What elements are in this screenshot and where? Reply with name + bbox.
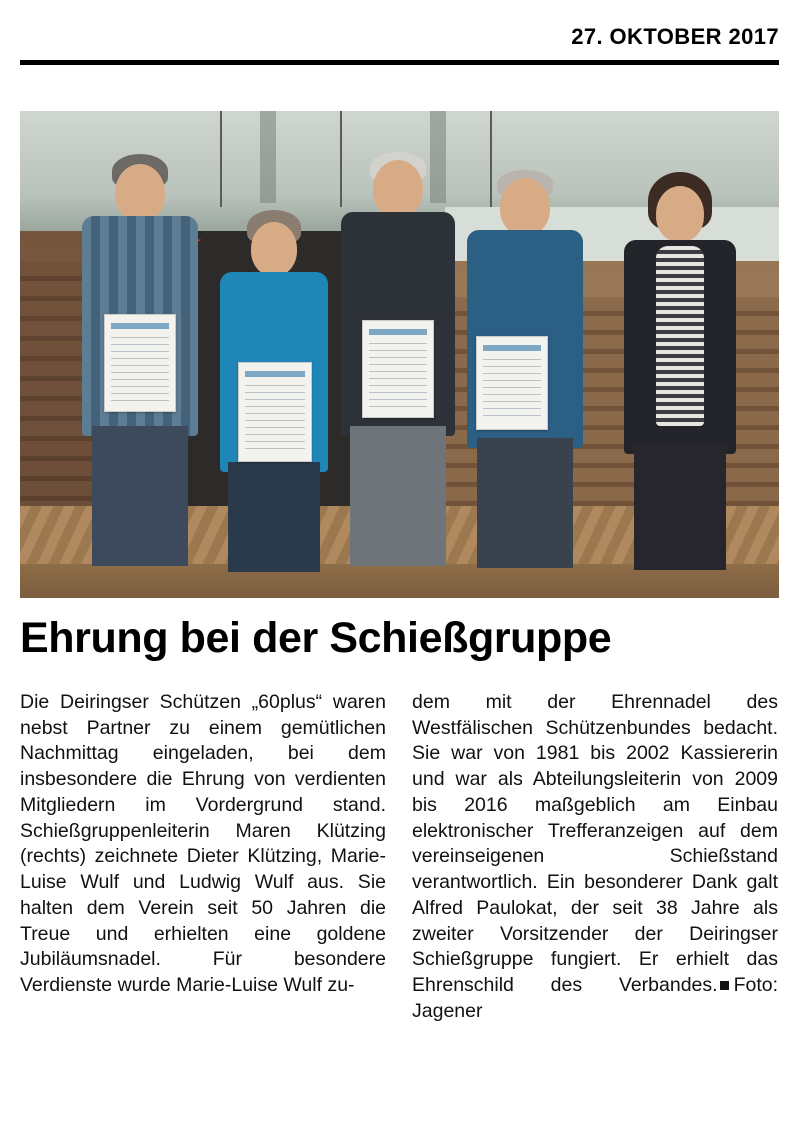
article-paragraph-right xyxy=(412,690,778,1025)
article-photo xyxy=(20,111,779,598)
credit-square-icon xyxy=(720,981,729,990)
article-paragraph-left: Die Deiringser Schützen „60plus“ waren nebst Partner zu einem gemütlichen Nachmittag eingeladen, bei dem insbesondere die Ehrung von verdienten Mitgliedern im Vordergrund stand. Schießgruppenleiterin Maren Klützing (rechts) zeichnete Dieter Klützing, Marie-Luise Wulf und Ludwig Wulf aus. Sie halten dem Verein seit 50 Jahren die Treue und erhielten eine goldene Jubiläumsnadel. Für besondere Verdienste wurde Marie-Luise Wulf zu- xyxy=(20,690,386,997)
article-column-left xyxy=(20,690,386,1025)
masthead-rule xyxy=(20,60,779,65)
person-figure xyxy=(80,154,200,564)
issue-date: 27. OKTOBER 2017 xyxy=(571,24,779,49)
masthead xyxy=(20,0,779,48)
article-column-right xyxy=(412,690,778,1025)
person-figure xyxy=(216,184,332,564)
article-body xyxy=(20,690,779,1025)
person-figure xyxy=(620,172,740,564)
person-figure xyxy=(464,164,586,564)
article-text-right: dem mit der Ehrennadel des Westfälischen Schützenbundes bedacht. Sie war von 1981 bis 2002 Kassiererin und war als Abteilungsleiterin von 2009 bis 2016 maßgeblich am Einbau elektronischer Trefferanzeigen auf dem vereinseigenen Schießstand verantwortlich. Ein besonderer Dank galt Alfred Paulokat, der seit 38 Jahre als zweiter Vorsitzender der Deiringser Schießgruppe fungiert. Er erhielt das Ehrenschild des Verbandes. xyxy=(412,690,778,997)
photo-credit: Foto: Jagener xyxy=(412,974,778,1022)
photo-scene xyxy=(20,111,779,598)
person-figure xyxy=(338,152,458,564)
page-title: Ehrung bei der Schießgruppe xyxy=(20,614,612,662)
